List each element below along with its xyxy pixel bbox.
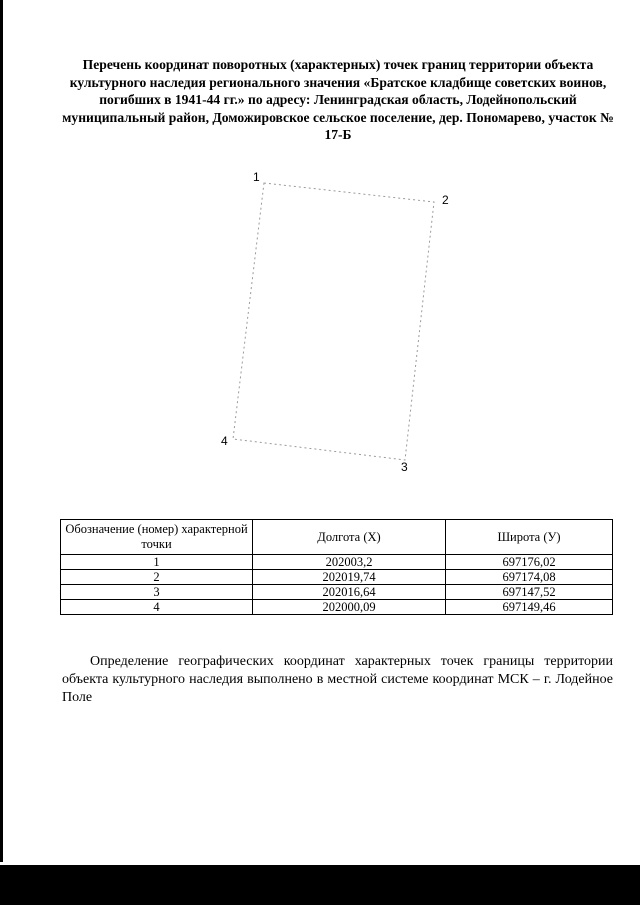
cell-point-id: 4 bbox=[61, 600, 253, 615]
point-label-3: 3 bbox=[401, 460, 408, 474]
cell-longitude: 202000,09 bbox=[253, 600, 446, 615]
point-label-2: 2 bbox=[442, 193, 449, 207]
boundary-polygon bbox=[233, 183, 434, 460]
cell-longitude: 202019,74 bbox=[253, 570, 446, 585]
coordinate-system-note: Определение географических координат характерных точек границы территории объекта культурного наследия выполнено в местной системе координат МСК – г. Лодейное Поле bbox=[62, 654, 613, 705]
table-header-row bbox=[61, 520, 613, 555]
cell-longitude: 202003,2 bbox=[253, 555, 446, 570]
scan-footer-band bbox=[0, 865, 640, 905]
table-row bbox=[61, 555, 613, 570]
table-row bbox=[61, 585, 613, 600]
scan-edge-line bbox=[0, 0, 3, 862]
header-longitude: Долгота (X) bbox=[253, 520, 446, 555]
cell-point-id: 3 bbox=[61, 585, 253, 600]
boundary-plan-svg bbox=[215, 168, 460, 480]
table-row bbox=[61, 570, 613, 585]
header-latitude: Широта (У) bbox=[446, 520, 613, 555]
document-title: Перечень координат поворотных (характерных) точек границ территории объекта культурного наследия регионального значения «Братское кладбище советских воинов, погибших в 1941-44 гг.» по адресу: Ленинградская область, Лодейнопольский муниципальный район, Доможировское сельское поселение, дер. Пономарево, участок № 17-Б bbox=[62, 57, 614, 142]
cell-latitude: 697176,02 bbox=[446, 555, 613, 570]
table-row bbox=[61, 600, 613, 615]
cell-latitude: 697149,46 bbox=[446, 600, 613, 615]
point-label-4: 4 bbox=[221, 434, 228, 448]
cell-latitude: 697147,52 bbox=[446, 585, 613, 600]
coordinates-table bbox=[60, 519, 613, 615]
cell-longitude: 202016,64 bbox=[253, 585, 446, 600]
cell-latitude: 697174,08 bbox=[446, 570, 613, 585]
header-point-id: Обозначение (номер) характерной точки bbox=[61, 520, 253, 555]
cell-point-id: 1 bbox=[61, 555, 253, 570]
cell-point-id: 2 bbox=[61, 570, 253, 585]
boundary-plan bbox=[215, 168, 460, 480]
point-label-1: 1 bbox=[253, 170, 260, 184]
